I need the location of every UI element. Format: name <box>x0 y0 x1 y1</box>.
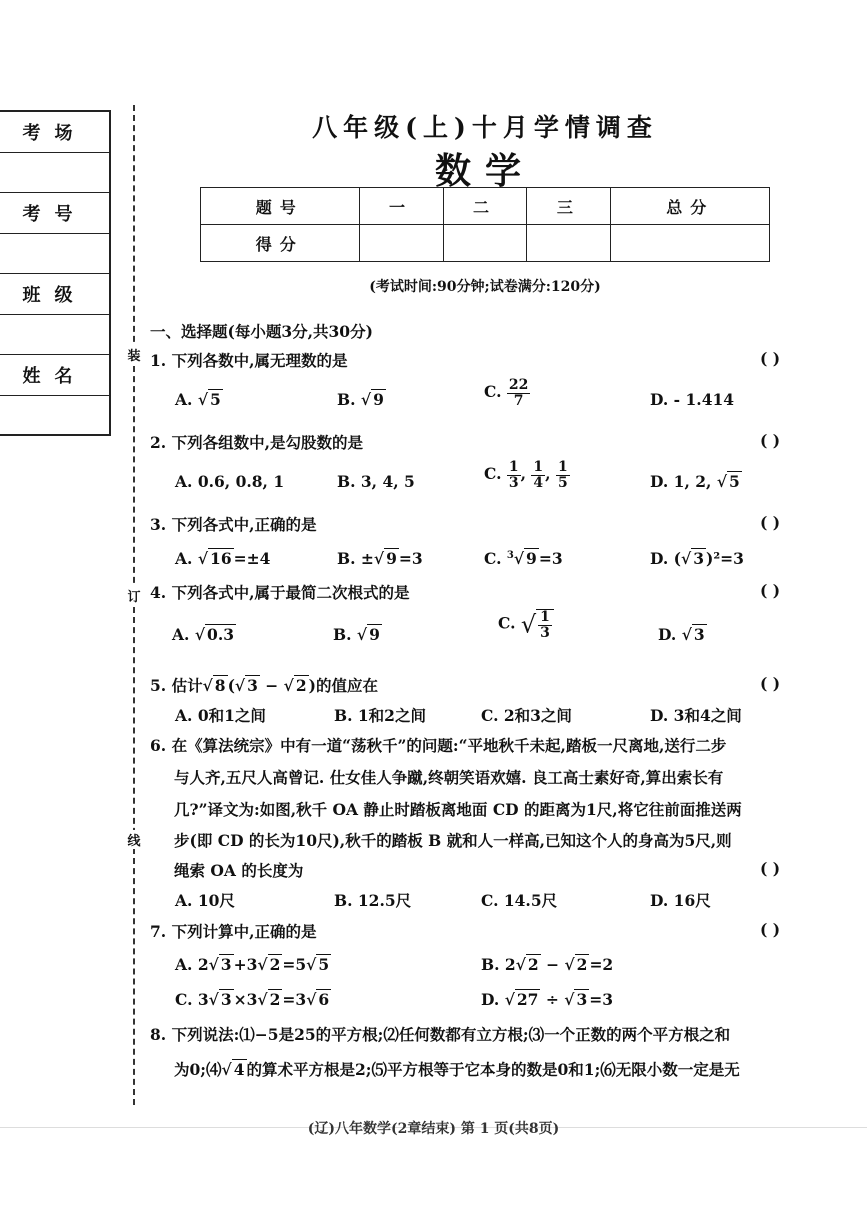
exam-info: (考试时间:90分钟;试卷满分:120分) <box>369 279 601 295</box>
binding-char-ding: 订 <box>126 586 142 605</box>
score-table-cell: 二 <box>443 188 527 225</box>
fraction: $\frac{1}{3}$ <box>536 609 554 640</box>
question-stem: 1. 下列各数中,属无理数的是 <box>150 351 348 370</box>
option-c <box>484 378 530 408</box>
option-c: C. $^3$√ 9 =3 <box>484 549 563 568</box>
question-stem: 2. 下列各组数中,是勾股数的是 <box>150 433 363 452</box>
option-d: D. - 1.414 <box>650 390 735 409</box>
score-table-cell: 总分 <box>611 188 770 225</box>
score-table-cell <box>359 225 443 262</box>
exam-title: 八年级(上)十月学情调查 <box>312 113 658 142</box>
field-input-exam-number <box>0 234 109 275</box>
question-stem-line: 6. 在《算法统宗》中有一道“荡秋千”的问题:“平地秋千未起,踏板一尺离地,送行二步 <box>150 736 727 755</box>
option-b: B. √ 9 <box>333 625 380 644</box>
radicand: 3 <box>693 625 705 644</box>
option-label: C. <box>484 464 502 484</box>
option-d: D. 16尺 <box>650 891 711 910</box>
binding-char-xian: 线 <box>126 830 142 849</box>
radicand: 3 <box>693 549 704 568</box>
score-table-cell: 三 <box>527 188 611 225</box>
fraction: $\frac{1}{5}$ <box>557 459 568 491</box>
fraction: $\frac{22}{7}$ <box>508 377 529 409</box>
question-stem: 4. 下列各式中,属于最简二次根式的是 <box>150 583 410 602</box>
option-d: D. 1, 2, √ 5 <box>650 472 740 491</box>
score-table-score-row <box>201 225 770 262</box>
option-label: D. ( <box>650 549 682 568</box>
option-a: A. √ 16 =±4 <box>175 549 271 568</box>
score-table-cell: 题号 <box>201 188 360 225</box>
student-info-box <box>0 110 111 436</box>
question-stem-line: 绳索 OA 的长度为 <box>174 861 304 880</box>
option-label: A. <box>172 625 190 644</box>
question-stem-line: 步(即 CD 的长为10尺),秋千的踏板 B 就和人一样高,已知这个人的身高为5尺,则 <box>174 831 732 850</box>
subject-title: 数学 <box>434 150 535 192</box>
score-table-cell <box>611 225 770 262</box>
field-label-name: 姓名 <box>0 355 109 396</box>
option-label: C. <box>498 613 516 633</box>
option-label: B. ± <box>337 549 374 568</box>
radicand: 9 <box>526 549 537 568</box>
option-d: D. √ 27 ÷ √ 3 =3 <box>481 990 614 1009</box>
score-table-cell: 一 <box>359 188 443 225</box>
question-stem-line: 为0;⑷√ 4 的算术平方根是2;⑸平方根等于它本身的数是0和1;⑹无限小数一定是无 <box>174 1060 740 1079</box>
option-a: A. 10尺 <box>175 891 235 910</box>
radicand: 9 <box>386 549 397 568</box>
option-tail: )²=3 <box>706 549 744 568</box>
radicand: 5 <box>729 472 740 491</box>
option-a: A. 0.6, 0.8, 1 <box>175 472 285 491</box>
radicand: 9 <box>369 625 380 644</box>
question-stem-line: 8. 下列说法:⑴−5是25的平方根;⑵任何数都有立方根;⑶一个正数的两个平方根之和 <box>150 1025 731 1044</box>
option-tail: =±4 <box>233 549 271 568</box>
option-d: D. √ 3 <box>658 625 705 644</box>
answer-paren: ( ) <box>760 859 781 878</box>
answer-paren: ( ) <box>760 581 781 600</box>
answer-paren: ( ) <box>760 674 781 693</box>
question-stem: 3. 下列各式中,正确的是 <box>150 515 317 534</box>
option-label: C. <box>484 382 502 402</box>
field-input-class <box>0 315 109 356</box>
fraction: $\frac{1}{4}$ <box>533 459 544 491</box>
option-label: A. <box>175 390 193 409</box>
option-d: D. (√ 3 )²=3 <box>650 549 744 568</box>
option-b: B. 1和2之间 <box>334 706 426 725</box>
field-label-class: 班级 <box>0 274 109 315</box>
option-label: D. <box>658 625 677 644</box>
option-label: C. <box>484 549 502 568</box>
question-stem: 7. 下列计算中,正确的是 <box>150 922 317 941</box>
option-c: C. √ $\frac{1}{3}$ <box>498 609 554 640</box>
option-label: B. <box>333 625 352 644</box>
score-table-cell: 得分 <box>201 225 360 262</box>
option-a: A. 2√ 3 +3√ 2 =5√ 5 <box>175 955 330 974</box>
question-stem-line: 几?”译文为:如图,秋千 OA 静止时踏板离地面 CD 的距离为1尺,将它往前面推送两 <box>174 800 742 819</box>
radicand: 0.3 <box>207 625 234 644</box>
option-c: C. $\frac{1}{3}$ , $\frac{1}{4}$ , $\frac{1}{5}$ <box>484 459 568 491</box>
binding-line <box>133 105 135 1105</box>
option-c: C. 3√ 3 ×3√ 2 =3√ 6 <box>175 990 330 1009</box>
option-d: D. 3和4之间 <box>650 706 742 725</box>
option-label: A. <box>175 549 193 568</box>
option-b: B. √ 9 <box>337 390 384 409</box>
question-stem-line: 与人齐,五尺人高曾记. 仕女佳人争蹴,终朝笑语欢嬉. 良工高士素好奇,算出索长有 <box>174 768 724 787</box>
radicand: 16 <box>210 549 232 568</box>
field-input-exam-room <box>0 153 109 194</box>
option-tail: =3 <box>538 549 563 568</box>
option-c: C. 2和3之间 <box>481 706 572 725</box>
score-table-cell <box>443 225 527 262</box>
binding-char-zhuang: 装 <box>126 345 142 364</box>
option-b: B. 12.5尺 <box>334 891 412 910</box>
radicand: 5 <box>210 390 221 409</box>
option-label: B. <box>337 390 356 409</box>
option-b: B. 2√ 2 − √ 2 =2 <box>481 955 614 974</box>
answer-paren: ( ) <box>760 349 781 368</box>
field-label-exam-room: 考场 <box>0 112 109 153</box>
option-a: A. 0和1之间 <box>175 706 266 725</box>
option-label: D. 1, 2, <box>650 472 712 491</box>
score-table-header-row <box>201 188 770 225</box>
option-a: A. √ 5 <box>175 390 221 409</box>
field-input-name <box>0 396 109 437</box>
answer-paren: ( ) <box>760 920 781 939</box>
radicand: 9 <box>373 390 384 409</box>
option-b: B. ±√ 9 =3 <box>337 549 423 568</box>
root-index: 3 <box>506 549 514 561</box>
answer-paren: ( ) <box>760 431 781 450</box>
score-table-cell <box>527 225 611 262</box>
option-b: B. 3, 4, 5 <box>337 472 415 491</box>
option-tail: =3 <box>398 549 423 568</box>
option-a: A. √ 0.3 <box>172 625 234 644</box>
page-footer: (辽)八年数学(2章结束) 第 1 页(共8页) <box>307 1121 560 1137</box>
question-stem: 5. 估计√ 8 (√ 3 − √ 2 )的值应在 <box>150 676 378 695</box>
field-label-exam-number: 考号 <box>0 193 109 234</box>
section-title: 一、选择题(每小题3分,共30分) <box>150 322 373 341</box>
answer-paren: ( ) <box>760 513 781 532</box>
score-table <box>200 187 770 262</box>
option-c: C. 14.5尺 <box>481 891 558 910</box>
fraction: $\frac{1}{3}$ <box>508 459 519 491</box>
